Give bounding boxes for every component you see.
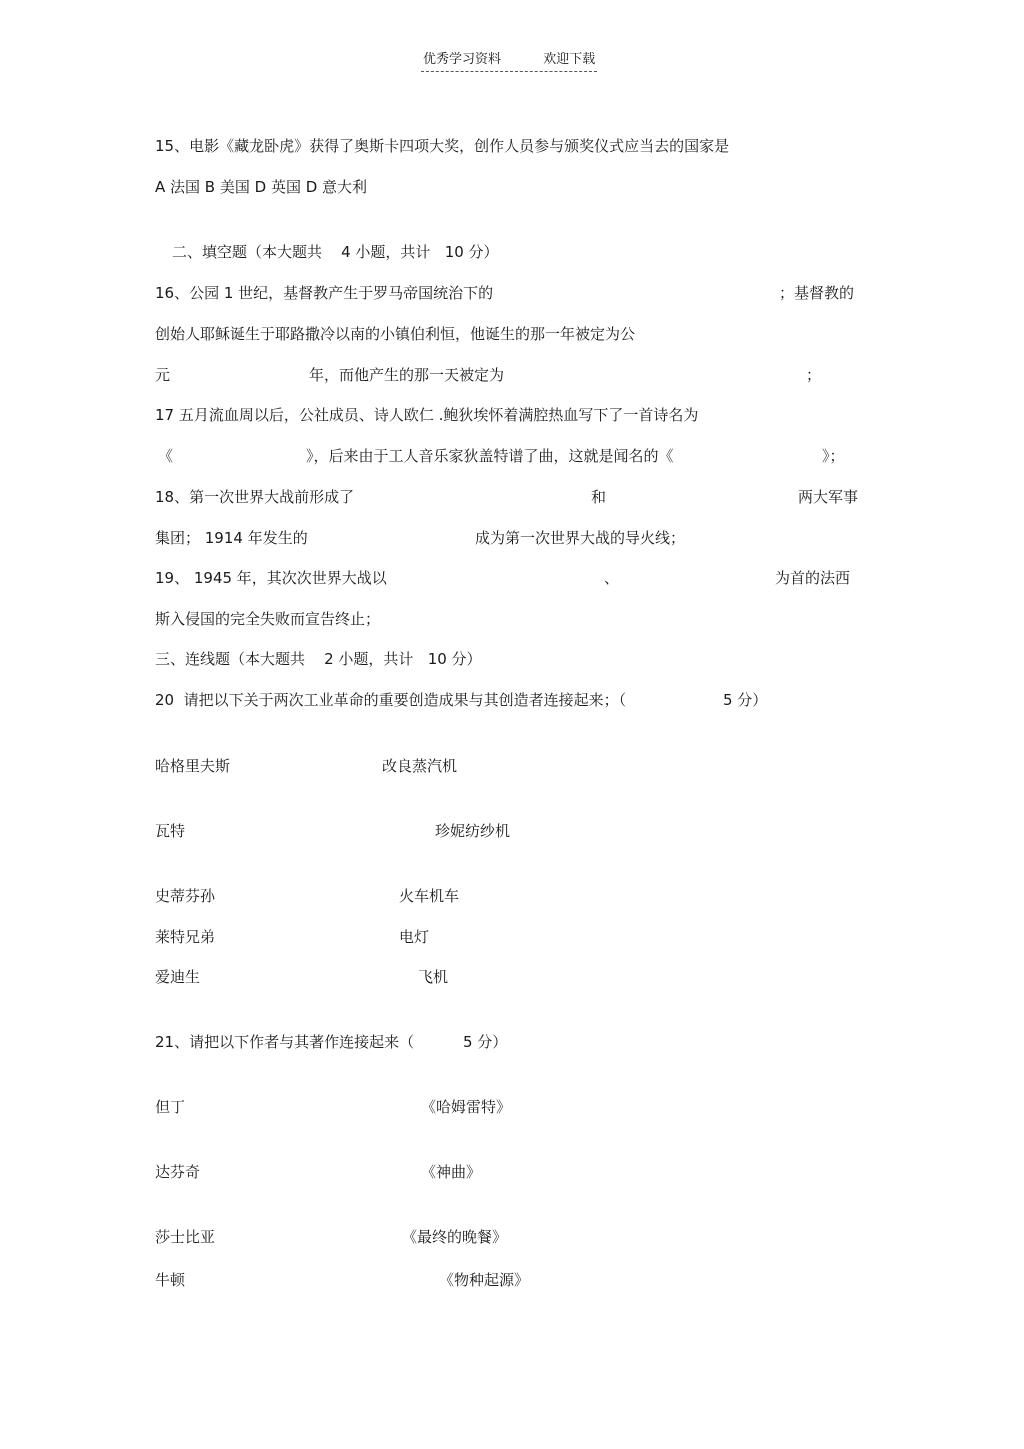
q19-line1-c: 为首的法西 [775,569,851,587]
q19-line1-b: 、 [604,569,620,587]
q17-line2-a: 《 [158,447,174,465]
q20-invention: 电灯 [399,928,430,946]
q20-inventor: 莱特兄弟 [155,928,216,946]
q21-author: 莎士比亚 [155,1228,216,1246]
q19-line1-a: 19、 1945 年，其次次世界大战以 [155,569,387,587]
q17-line2-c: 》； [822,447,845,465]
header-right-text: 欢迎下载 [543,52,596,67]
q21-work: 《神曲》 [421,1163,482,1181]
q20-inventor: 瓦特 [155,822,186,840]
q21-points: 5 分） [463,1033,508,1051]
q20-invention: 火车机车 [399,887,460,905]
q16-line2: 创始人耶稣诞生于耶路撒冷以南的小镇伯利恒，他诞生的那一年被定为公 [155,325,636,343]
q18-line1-b: 和 [591,488,607,506]
q17-line2-b: 》，后来由于工人音乐家狄盖特谱了曲，这就是闻名的《 [306,447,674,465]
q21-work: 《最终的晚餐》 [402,1228,508,1246]
section2-title: 二、填空题（本大题共 4 小题，共计 10 分） [172,243,499,261]
q20-invention: 珍妮纺纱机 [435,822,511,840]
q20-inventor: 爱迪生 [155,968,201,986]
header-divider [421,71,597,72]
q20-points: 5 分） [723,691,768,709]
q15-text: 15、电影《藏龙卧虎》获得了奥斯卡四项大奖，创作人员参与颁奖仪式应当去的国家是 [155,137,730,155]
q21-title: 21、请把以下作者与其著作连接起来（ [155,1033,415,1051]
q21-author: 达芬奇 [155,1163,201,1181]
q18-line1-c: 两大军事 [798,488,859,506]
q21-author: 但丁 [155,1098,186,1116]
q18-line2-a: 集团； 1914 年发生的 [155,529,308,547]
q18-line1-a: 18、第一次世界大战前形成了 [155,488,355,506]
q16-line3-a: 元 [155,366,171,384]
q20-inventor: 哈格里夫斯 [155,757,231,775]
q21-author: 牛顿 [155,1271,186,1289]
q15-options: A 法国 B 美国 D 英国 D 意大利 [155,178,368,196]
q16-line1-end: ；基督教的 [779,284,855,302]
q19-line2: 斯入侵国的完全失败而宣告终止； [155,610,381,628]
q21-work: 《哈姆雷特》 [421,1098,512,1116]
q16-line1: 16、公园 1 世纪，基督教产生于罗马帝国统治下的 [155,284,494,302]
header-left-text: 优秀学习资料 [423,52,502,67]
q20-inventor: 史蒂芬孙 [155,887,216,905]
q20-title: 20 请把以下关于两次工业革命的重要创造成果与其创造者连接起来；（ [155,691,627,709]
section3-title: 三、连线题（本大题共 2 小题，共计 10 分） [155,650,482,668]
q18-line2-b: 成为第一次世界大战的导火线； [475,529,686,547]
q16-line3-b: 年，而他产生的那一天被定为 [309,366,505,384]
page-header [423,50,595,70]
q20-invention: 改良蒸汽机 [382,757,458,775]
q17-line1: 17 五月流血周以后，公社成员、诗人欧仁 .鲍狄埃怀着满腔热血写下了一首诗名为 [155,406,699,424]
q20-invention: 飞机 [418,968,449,986]
q21-work: 《物种起源》 [439,1271,530,1289]
q16-line3-c: ； [806,366,822,384]
